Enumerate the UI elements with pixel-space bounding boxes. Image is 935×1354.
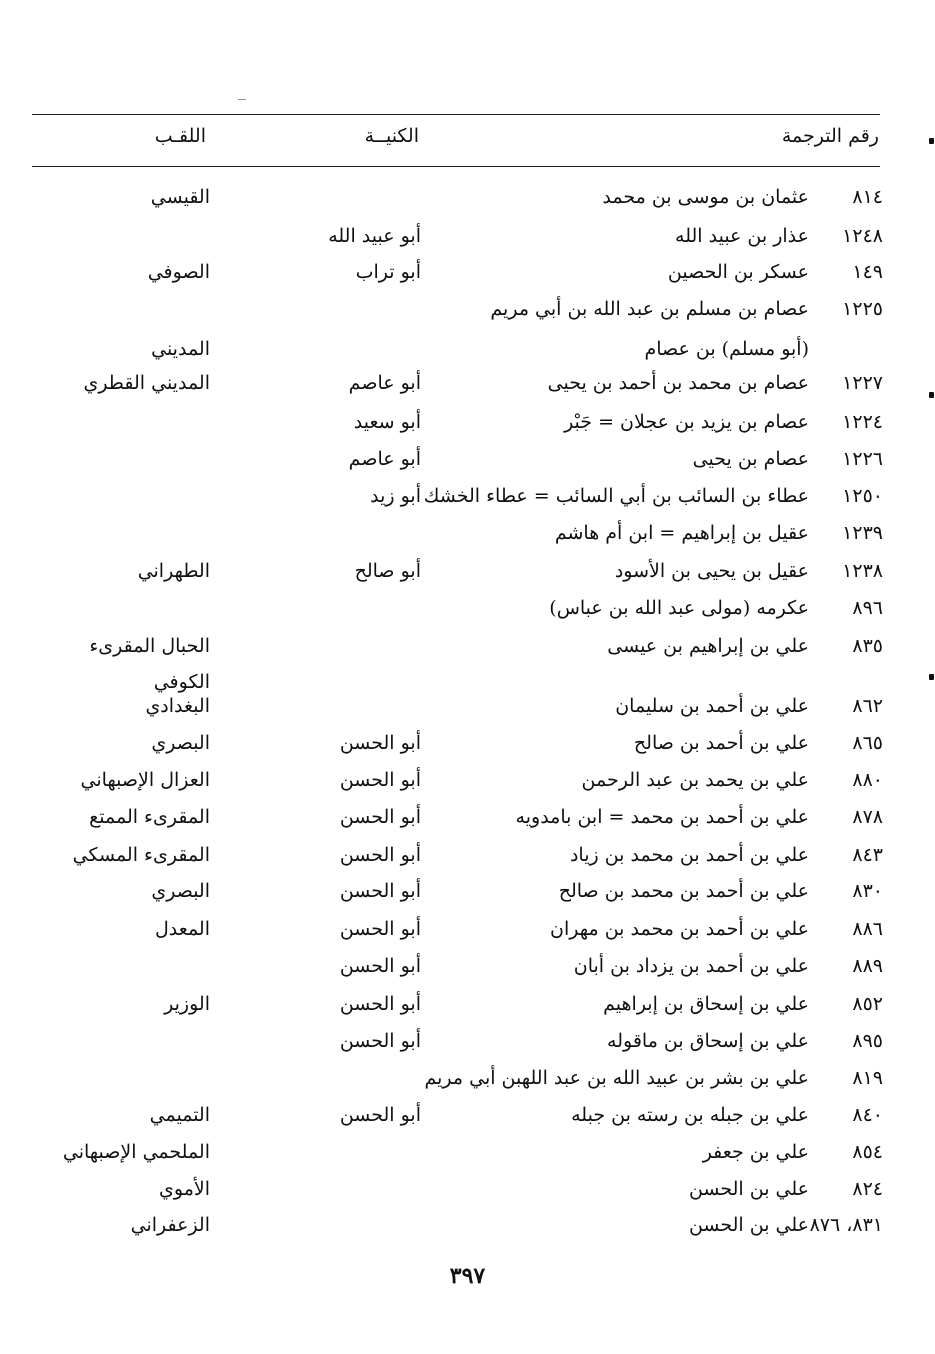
tarjama-number: ١٢٢٦ [842, 448, 883, 470]
laqab-cell: العزال الإصبهاني [80, 769, 210, 791]
kunya-cell: أبو الحسن [339, 955, 421, 977]
person-name: عقيل بن يحيى بن الأسود [614, 560, 809, 582]
person-name: عصام بن يحيى [692, 448, 809, 470]
table-row [0, 293, 935, 327]
table-row [0, 630, 935, 664]
kunya-cell: أبو عبيد الله [328, 225, 421, 247]
table-row [0, 443, 935, 477]
margin-mark [929, 138, 934, 144]
laqab-cell: الوزير [164, 993, 210, 1015]
kunya-cell: أبو الحسن [339, 1030, 421, 1052]
table-row [0, 406, 935, 440]
person-name: عصام بن محمد بن أحمد بن يحيى [547, 372, 809, 394]
tarjama-number: ٨٧٨ [852, 806, 883, 828]
person-name: علي بن إسحاق بن إبراهيم [603, 993, 809, 1015]
tarjama-number: ١٢٢٥ [842, 298, 883, 320]
person-name: عطاء بن السائب بن أبي السائب = عطاء الخشك [423, 485, 809, 507]
table-row [0, 875, 935, 909]
table-row [0, 839, 935, 873]
tarjama-number: ٨٤٣ [852, 844, 883, 866]
person-name: علي بن إسحاق بن ماقوله [607, 1030, 809, 1052]
person-name: (أبو مسلم) بن عصام [644, 338, 809, 360]
table-row [0, 913, 935, 947]
tarjama-number: ٨١٤ [852, 186, 883, 208]
kunya-cell: أبو سعيد [353, 411, 421, 433]
kunya-cell: أبو عاصم [348, 372, 421, 394]
kunya-cell: أبو صالح [354, 560, 421, 582]
person-name: علي بن جعفر [702, 1141, 809, 1163]
person-name: علي بن أحمد بن يزداد بن أبان [573, 955, 809, 977]
table-row [0, 181, 935, 215]
table-row [0, 367, 935, 401]
table-row [0, 1136, 935, 1170]
person-name: علي بن جبله بن رسته بن جبله [571, 1104, 809, 1126]
kunya-cell: أبو الحسن [339, 993, 421, 1015]
laqab-cell: الأموي [159, 1178, 210, 1200]
table-row [0, 727, 935, 761]
table-row [0, 555, 935, 589]
tarjama-number: ٨٣٥ [852, 635, 883, 657]
kunya-cell: أبو الحسن [339, 732, 421, 754]
kunya-cell: أبو الحسن [339, 880, 421, 902]
tarjama-number: ٨٩٦ [852, 597, 883, 619]
tarjama-number: ١٤٩ [852, 261, 883, 283]
tarjama-number: ٨٣٠ [852, 880, 883, 902]
table-row [0, 1099, 935, 1133]
person-name: عثمان بن موسى بن محمد [602, 186, 809, 208]
tarjama-number: ٨٨٩ [852, 955, 883, 977]
laqab-cell: الحبال المقرىء [89, 635, 210, 657]
table-row [0, 517, 935, 551]
person-name: علي بن يحمد بن عبد الرحمن [581, 769, 809, 791]
laqab-cell: المقرىء المسكي [72, 844, 210, 866]
table-row [0, 480, 935, 514]
tarjama-number: ٨٦٥ [852, 732, 883, 754]
person-name: عسكر بن الحصين [667, 261, 809, 283]
tarjama-number: ٨٨٦ [852, 918, 883, 940]
laqab-cell: الطهراني [137, 560, 210, 582]
page-number: ٣٩٧ [449, 1263, 486, 1289]
table-row [0, 950, 935, 984]
tarjama-number: ٨٣١، ٨٧٦ [809, 1214, 883, 1236]
tarjama-number: ٨١٩ [852, 1067, 883, 1089]
person-name: علي بن أحمد بن سليمان [615, 695, 809, 717]
tarjama-number: ٨٥٢ [852, 993, 883, 1015]
laqab-cell: البصري [151, 880, 210, 902]
tarjama-number: ١٢٢٧ [842, 372, 883, 394]
kunya-cell: أبو زيد [370, 485, 421, 507]
header-bottom-rule [32, 166, 880, 167]
laqab-cell: المديني [151, 338, 210, 360]
tarjama-number: ٨٤٠ [852, 1104, 883, 1126]
table-row [0, 220, 935, 254]
person-name: علي بن بشر بن عبيد الله بن عبد اللهبن أبي مريم [424, 1067, 809, 1089]
kunya-cell: أبو عاصم [348, 448, 421, 470]
person-name: عذار بن عبيد الله [675, 225, 809, 247]
header-tarjama-number: رقم الترجمة [781, 125, 879, 147]
laqab-cell: الكوفي [153, 671, 210, 693]
tarjama-number: ١٢٤٨ [842, 225, 883, 247]
tarjama-number: ٨٢٤ [852, 1178, 883, 1200]
person-name: علي بن أحمد بن صالح [633, 732, 809, 754]
laqab-cell: البغدادي [145, 695, 210, 717]
tarjama-number: ١٢٢٤ [842, 411, 883, 433]
person-name: عصام بن يزيد بن عجلان = جَبْر [564, 411, 809, 433]
kunya-cell: أبو الحسن [339, 1104, 421, 1126]
person-name: عكرمه (مولى عبد الله بن عباس) [549, 597, 809, 619]
person-name: علي بن الحسن [688, 1178, 809, 1200]
table-row [0, 256, 935, 290]
margin-mark [929, 392, 934, 398]
table-row [0, 1062, 935, 1096]
kunya-cell: أبو تراب [355, 261, 421, 283]
table-row [0, 1209, 935, 1243]
laqab-cell: البصري [151, 732, 210, 754]
laqab-cell: الزعفراني [130, 1214, 210, 1236]
kunya-cell: أبو الحسن [339, 918, 421, 940]
table-row [0, 988, 935, 1022]
table-row [0, 764, 935, 798]
person-name: علي بن أحمد بن محمد بن مهران [550, 918, 809, 940]
header-top-rule [32, 114, 880, 115]
kunya-cell: أبو الحسن [339, 844, 421, 866]
tarjama-number: ٨٩٥ [852, 1030, 883, 1052]
person-name: علي بن الحسن [688, 1214, 809, 1236]
tarjama-number: ٨٨٠ [852, 769, 883, 791]
laqab-cell: التميمي [149, 1104, 210, 1126]
table-row [0, 333, 935, 367]
person-name: عصام بن مسلم بن عبد الله بن أبي مريم [490, 298, 809, 320]
laqab-cell: القيسي [150, 186, 210, 208]
person-name: عقيل بن إبراهيم = ابن أم هاشم [554, 522, 809, 544]
person-name: علي بن أحمد بن محمد بن صالح [558, 880, 809, 902]
table-row [0, 801, 935, 835]
margin-mark [929, 674, 934, 680]
laqab-cell: الملحمي الإصبهاني [62, 1141, 210, 1163]
person-name: علي بن إبراهيم بن عيسى [607, 635, 809, 657]
kunya-cell: أبو الحسن [339, 806, 421, 828]
scan-mark [238, 99, 246, 100]
table-row [0, 1025, 935, 1059]
tarjama-number: ٨٥٤ [852, 1141, 883, 1163]
laqab-cell: المقرىء الممتع [89, 806, 210, 828]
header-kunya: الكنيــة [364, 125, 419, 147]
person-name: علي بن أحمد بن محمد بن زياد [569, 844, 809, 866]
laqab-cell: المعدل [155, 918, 210, 940]
header-laqab: اللقـب [154, 125, 206, 147]
tarjama-number: ١٢٣٩ [842, 522, 883, 544]
laqab-cell: الصوفي [147, 261, 210, 283]
table-row [0, 690, 935, 724]
tarjama-number: ٨٦٢ [852, 695, 883, 717]
table-row [0, 1173, 935, 1207]
tarjama-number: ١٢٣٨ [842, 560, 883, 582]
laqab-cell: المديني القطري [83, 372, 210, 394]
person-name: علي بن أحمد بن محمد = ابن بامدويه [515, 806, 809, 828]
table-row [0, 592, 935, 626]
tarjama-number: ١٢٥٠ [842, 485, 883, 507]
kunya-cell: أبو الحسن [339, 769, 421, 791]
